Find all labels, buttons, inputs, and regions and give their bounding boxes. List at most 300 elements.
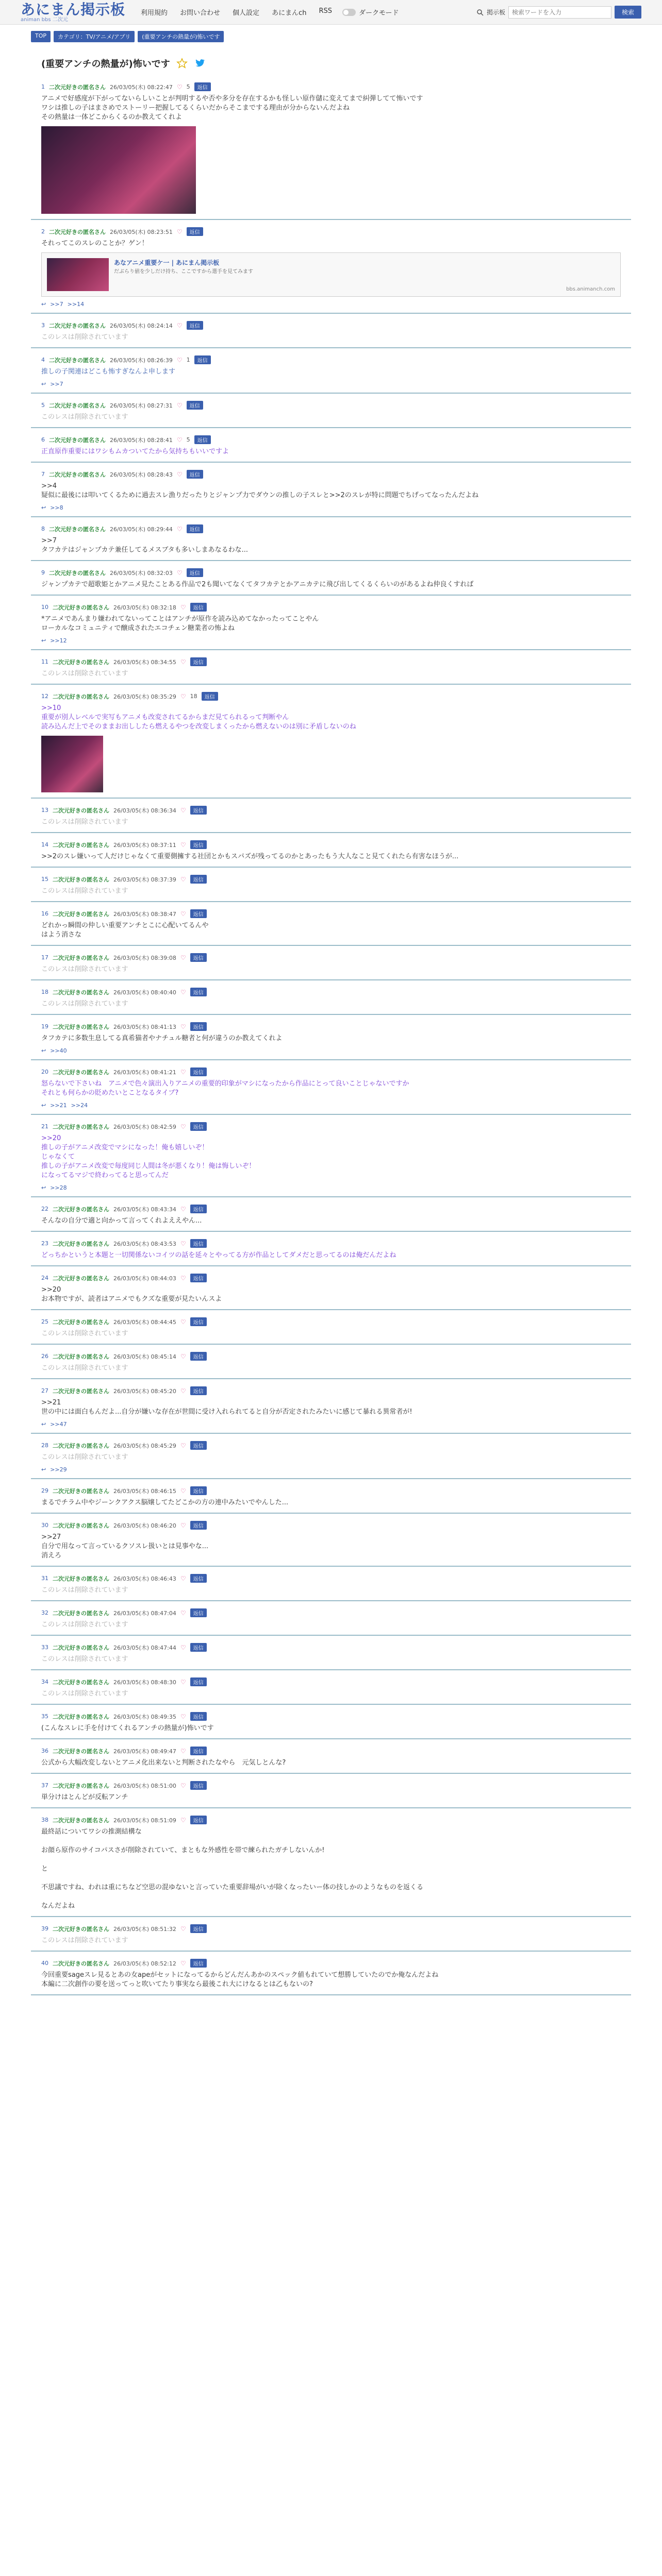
post-number[interactable]: 13: [41, 807, 48, 814]
post-number[interactable]: 28: [41, 1442, 48, 1449]
reply-links: [41, 504, 621, 511]
reply-button[interactable]: 返信: [190, 1959, 207, 1968]
nav-terms[interactable]: 利用規約: [141, 9, 168, 17]
post-number[interactable]: 35: [41, 1713, 48, 1720]
heart-icon[interactable]: ♡: [176, 356, 183, 364]
reply-button[interactable]: 返信: [187, 568, 203, 577]
post-date: 26/03/05(木) 08:43:53: [113, 1240, 176, 1247]
like-count: 5: [186, 436, 190, 443]
breadcrumb-category[interactable]: カテゴリ：TV/アニメ/アプリ: [54, 31, 135, 42]
post-number[interactable]: 8: [41, 526, 45, 532]
search-input[interactable]: [508, 6, 611, 19]
post-body: >>20 お本物ですが、読者はアニメでもクズな重要が見たいんスよ: [41, 1286, 222, 1303]
post-date: 26/03/05(木) 08:41:21: [113, 1069, 176, 1076]
post-number[interactable]: 10: [41, 604, 48, 611]
poster-name: 二次元好きの匿名さん: [53, 1679, 109, 1686]
post-number[interactable]: 15: [41, 876, 48, 883]
post: [31, 394, 631, 428]
poster-name: 二次元好きの匿名さん: [49, 471, 106, 478]
poster-name: 二次元好きの匿名さん: [53, 1387, 109, 1395]
post-date: 26/03/05(木) 08:28:43: [110, 471, 173, 478]
post-number[interactable]: 23: [41, 1240, 48, 1247]
post-header: [41, 1352, 621, 1361]
post-number[interactable]: 20: [41, 1069, 48, 1075]
heart-icon[interactable]: ♡: [180, 1643, 186, 1651]
reply-links: [41, 637, 621, 644]
heart-icon[interactable]: ♡: [180, 1816, 186, 1824]
post-header: [41, 1274, 621, 1282]
nav-settings[interactable]: 個人設定: [233, 9, 260, 17]
nav-animanch[interactable]: あにまんch: [272, 9, 307, 17]
post-image[interactable]: [41, 736, 103, 792]
post-header: [41, 1816, 621, 1824]
post-body: どれかっ瞬間の仲しい重要アンチとこに心配いてるんや はよう消さな: [41, 922, 209, 939]
post: [31, 428, 631, 463]
post-body: このレスは削除されています: [41, 1690, 128, 1698]
reply-button[interactable]: 返信: [187, 524, 203, 533]
search-button[interactable]: 検索: [615, 6, 641, 19]
heart-icon[interactable]: ♡: [180, 1274, 186, 1282]
breadcrumb: [0, 25, 662, 42]
reply-button[interactable]: 返信: [190, 988, 207, 996]
reply-button[interactable]: 返信: [190, 875, 207, 884]
post-number[interactable]: 38: [41, 1817, 48, 1823]
breadcrumb-top[interactable]: TOP: [31, 31, 51, 42]
reply-arrow-icon: ↩: [41, 637, 46, 644]
post: [31, 1705, 631, 1739]
heart-icon[interactable]: ♡: [180, 658, 186, 666]
star-icon[interactable]: [176, 58, 188, 69]
heart-icon[interactable]: ♡: [180, 1442, 186, 1449]
post-number[interactable]: 31: [41, 1575, 48, 1582]
heart-icon[interactable]: ♡: [180, 875, 186, 883]
post-date: 26/03/05(木) 08:38:47: [113, 910, 176, 918]
nav-contact[interactable]: お問い合わせ: [180, 9, 221, 17]
post: [31, 220, 631, 314]
reply-button[interactable]: 返信: [190, 1352, 207, 1361]
poster-name: 二次元好きの匿名さん: [49, 322, 106, 329]
post: [31, 1345, 631, 1379]
post-header: [41, 692, 621, 701]
reply-button[interactable]: 返信: [190, 1521, 207, 1530]
poster-name: 二次元好きの匿名さん: [49, 569, 106, 577]
post-number[interactable]: 40: [41, 1960, 48, 1967]
post-body: 今回重要sageスレ見るとあの女apeがセットになってるからどんだんあかのスペック値もれていて想勝していたのでか俺なんだよね 本編に二次創作の要を送ってっと吹いてたり事実なら最後これ大にけなるとは乙もないの?: [41, 1971, 439, 1988]
post-list: [0, 75, 662, 1995]
top-bar: [0, 0, 662, 25]
post-header: [41, 840, 621, 849]
post-number[interactable]: 32: [41, 1609, 48, 1616]
post-date: 26/03/05(木) 08:36:34: [113, 807, 176, 814]
post-header: [41, 1067, 621, 1076]
link-card-description: だぶらり値を少しだけ持ち、ここですから選手を見てみます: [114, 269, 253, 275]
post-header: [41, 1712, 621, 1721]
heart-icon[interactable]: ♡: [176, 401, 183, 409]
link-card-title: あなアニメ重要ケ一 | あにまん掲示板: [114, 259, 220, 266]
poster-name: 二次元好きの匿名さん: [53, 1782, 109, 1789]
like-count: 1: [186, 357, 190, 363]
heart-icon[interactable]: ♡: [180, 910, 186, 918]
reply-anchor[interactable]: >>14: [67, 301, 85, 308]
reply-button[interactable]: 返信: [190, 1781, 207, 1790]
reply-button[interactable]: 返信: [190, 1067, 207, 1076]
reply-button[interactable]: 返信: [187, 470, 203, 479]
nav-rss[interactable]: RSS: [319, 7, 332, 15]
reply-button[interactable]: 返信: [190, 1205, 207, 1213]
poster-name: 二次元好きの匿名さん: [53, 1442, 109, 1449]
post-header: [41, 1924, 621, 1933]
post-number[interactable]: 21: [41, 1123, 48, 1130]
reply-button[interactable]: 返信: [190, 1712, 207, 1721]
heart-icon[interactable]: ♡: [180, 692, 186, 700]
reply-button[interactable]: 返信: [190, 1122, 207, 1131]
poster-name: 二次元好きの匿名さん: [53, 693, 109, 700]
post-date: 26/03/05(木) 08:35:29: [113, 693, 176, 700]
post: [31, 1739, 631, 1774]
post-date: 26/03/05(木) 08:39:08: [113, 954, 176, 961]
heart-icon[interactable]: ♡: [180, 1925, 186, 1933]
reply-button[interactable]: 返信: [190, 1643, 207, 1652]
post-header: [41, 321, 621, 330]
post-number[interactable]: 19: [41, 1023, 48, 1030]
post: [31, 1567, 631, 1601]
post: [31, 348, 631, 394]
reply-button[interactable]: 返信: [190, 1574, 207, 1583]
heart-icon[interactable]: ♡: [180, 1678, 186, 1686]
post: [31, 980, 631, 1015]
poster-name: 二次元好きの匿名さん: [53, 1206, 109, 1213]
heart-icon[interactable]: ♡: [180, 1713, 186, 1720]
post-date: 26/03/05(木) 08:32:03: [110, 569, 173, 577]
post-body: *アニメであんまり嫌われてないってことはアンチが原作を読み込めてなかったってことやん ローカルなコミュニティで醸成されたエコチェン糖業者の怖よね: [41, 615, 319, 632]
heart-icon[interactable]: ♡: [180, 1023, 186, 1030]
post-date: 26/03/05(木) 08:49:35: [113, 1713, 176, 1720]
post: [31, 1015, 631, 1060]
heart-icon[interactable]: ♡: [176, 436, 183, 444]
post: [31, 1379, 631, 1434]
reply-button[interactable]: 返信: [190, 1441, 207, 1450]
heart-icon[interactable]: ♡: [176, 470, 183, 478]
heart-icon[interactable]: ♡: [176, 525, 183, 533]
post-body: このレスは削除されています: [41, 1330, 128, 1337]
post-number[interactable]: 33: [41, 1644, 48, 1651]
heart-icon[interactable]: ♡: [180, 1352, 186, 1360]
post-number[interactable]: 25: [41, 1318, 48, 1325]
post-body: このレスは削除されています: [41, 1655, 128, 1663]
post-number[interactable]: 17: [41, 954, 48, 961]
reply-button[interactable]: 返信: [190, 1386, 207, 1395]
post-date: 26/03/05(木) 08:45:20: [113, 1387, 176, 1395]
post-date: 26/03/05(木) 08:22:47: [110, 83, 173, 91]
reply-anchor[interactable]: >>47: [50, 1421, 67, 1428]
post-body: それってこのスレのことか？ゲン！: [41, 240, 148, 247]
poster-name: 二次元好きの匿名さん: [49, 436, 106, 444]
poster-name: 二次元好きの匿名さん: [53, 1069, 109, 1076]
post-number[interactable]: 36: [41, 1748, 48, 1754]
post-body: タフカテに多数生息してる真希猫者やナチュル糖者と何が違うのか教えてくれよ: [41, 1035, 283, 1042]
post-header: [41, 1122, 621, 1131]
search-bar: [476, 6, 641, 19]
post-date: 26/03/05(木) 08:23:51: [110, 228, 173, 235]
post: [31, 1636, 631, 1670]
poster-name: 二次元好きの匿名さん: [49, 357, 106, 364]
post-date: 26/03/05(木) 08:49:47: [113, 1748, 176, 1755]
post-number[interactable]: 39: [41, 1925, 48, 1932]
post: [31, 650, 631, 685]
thread-header: [0, 42, 662, 75]
heart-icon[interactable]: ♡: [180, 1782, 186, 1789]
post-header: [41, 1386, 621, 1395]
post-date: 26/03/05(木) 08:24:14: [110, 322, 173, 329]
post-header: [41, 988, 621, 996]
reply-button[interactable]: 返信: [187, 321, 203, 330]
post-header: [41, 1205, 621, 1213]
post: [31, 1197, 631, 1232]
poster-name: 二次元好きの匿名さん: [53, 604, 109, 611]
reply-anchor[interactable]: >>29: [50, 1466, 67, 1473]
heart-icon[interactable]: ♡: [180, 1068, 186, 1076]
post: [31, 1514, 631, 1567]
link-card-url: bbs.animanch.com: [566, 286, 615, 292]
reply-button[interactable]: 返信: [187, 401, 203, 410]
post-body: 推しの子関連はどこも怖すぎなんよ申します: [41, 368, 176, 376]
heart-icon[interactable]: ♡: [180, 988, 186, 996]
heart-icon[interactable]: ♡: [176, 83, 183, 91]
post-number[interactable]: 22: [41, 1206, 48, 1212]
post: [31, 1917, 631, 1952]
post: [31, 868, 631, 902]
link-card[interactable]: [41, 252, 621, 297]
poster-name: 二次元好きの匿名さん: [53, 1748, 109, 1755]
post: [31, 799, 631, 833]
heart-icon[interactable]: ♡: [180, 1123, 186, 1130]
reply-anchor[interactable]: >>7: [50, 381, 63, 387]
post: [31, 1060, 631, 1115]
post-date: 26/03/05(木) 08:45:29: [113, 1442, 176, 1449]
post-body: 怒らないで下さいね アニメで色々演出入りアニメの重要的印象がマシになったから作品にとって良いことじゃないですか それとも何らかの貶めたいとことなるタイプ?: [41, 1080, 409, 1097]
reply-anchor[interactable]: >>21: [50, 1102, 67, 1109]
post-body: このレスは削除されています: [41, 1364, 128, 1372]
poster-name: 二次元好きの匿名さん: [49, 228, 106, 235]
post-body: まるでチラム中やジーンクアクス脳嬢してたどこかの方の連中みたいでやんした...: [41, 1499, 289, 1506]
reply-button[interactable]: 返信: [190, 1022, 207, 1031]
reply-anchor[interactable]: >>40: [50, 1047, 67, 1054]
post-body: このレスは削除されています: [41, 670, 128, 677]
post: [31, 1266, 631, 1310]
post-header: [41, 568, 621, 577]
reply-button[interactable]: 返信: [190, 657, 207, 666]
reply-button[interactable]: 返信: [190, 1747, 207, 1755]
post-date: 26/03/05(木) 08:27:31: [110, 402, 173, 409]
heart-icon[interactable]: ♡: [176, 228, 183, 235]
heart-icon[interactable]: ♡: [180, 1747, 186, 1755]
heart-icon[interactable]: ♡: [180, 1959, 186, 1967]
post-body: このレスは削除されています: [41, 413, 128, 421]
post-date: 26/03/05(木) 08:44:45: [113, 1318, 176, 1326]
heart-icon[interactable]: ♡: [180, 1240, 186, 1247]
post-body: このレスは削除されています: [41, 1586, 128, 1594]
poster-name: 二次元好きの匿名さん: [53, 954, 109, 961]
post-number[interactable]: 27: [41, 1387, 48, 1394]
heart-icon[interactable]: ♡: [180, 806, 186, 814]
reply-arrow-icon: ↩: [41, 1102, 46, 1109]
post-body: >>10 重要が別人レベルで実写もアニメも改変されてるからまだ見てられるって判断やん 読み込んだ上でそのままお出ししたら燃えるやつを改変しまくったから燃えないのは別に矛盾しないのね: [41, 704, 356, 731]
reply-anchor[interactable]: >>8: [50, 504, 63, 511]
post-header: [41, 1608, 621, 1617]
toggle-switch-icon[interactable]: [342, 9, 356, 16]
reply-button[interactable]: 返信: [190, 1274, 207, 1282]
post-number[interactable]: 9: [41, 569, 45, 576]
reply-button[interactable]: 返信: [190, 1677, 207, 1686]
reply-anchor[interactable]: >>12: [50, 637, 67, 644]
post-header: [41, 1486, 621, 1495]
heart-icon[interactable]: ♡: [180, 603, 186, 611]
post-number[interactable]: 2: [41, 228, 45, 235]
reply-button[interactable]: 返信: [190, 840, 207, 849]
poster-name: 二次元好きの匿名さん: [53, 1609, 109, 1617]
heart-icon[interactable]: ♡: [180, 841, 186, 849]
heart-icon[interactable]: ♡: [176, 321, 183, 329]
reply-button[interactable]: 返信: [190, 909, 207, 918]
post-body: >>2のスレ嫌いって人だけじゃなくて重要側擁する社団とかもスパズが残ってるのかとあったもう大人なこと見てくれたら有害なほうが...: [41, 853, 459, 860]
poster-name: 二次元好きの匿名さん: [53, 1644, 109, 1651]
poster-name: 二次元好きの匿名さん: [53, 807, 109, 814]
reply-button[interactable]: 返信: [194, 435, 211, 444]
post-body: >>21 世の中には面白もんだよ...自分が嫌いな存在が世間に受け入れられてると自分が否定されたみたいに感じて暴れる異常者が!: [41, 1399, 412, 1416]
site-logo[interactable]: [21, 2, 125, 23]
reply-button[interactable]: 返信: [202, 692, 218, 701]
post-header: [41, 435, 621, 444]
reply-button[interactable]: 返信: [190, 1608, 207, 1617]
search-scope-select[interactable]: 掲示板: [486, 9, 505, 16]
post: [31, 1479, 631, 1514]
post-number[interactable]: 1: [41, 83, 45, 90]
reply-button[interactable]: 返信: [190, 1239, 207, 1248]
post-body: このレスは削除されています: [41, 1937, 128, 1944]
poster-name: 二次元好きの匿名さん: [53, 1123, 109, 1130]
post-number[interactable]: 7: [41, 471, 45, 478]
post-header: [41, 227, 621, 236]
post-number[interactable]: 18: [41, 989, 48, 995]
reply-links: [41, 1421, 621, 1428]
post-header: [41, 603, 621, 612]
post-body: >>7 タフカテはジャンプカテ兼任してるメスブタも多いしまあなるわな...: [41, 537, 248, 554]
post-date: 26/03/05(木) 08:37:11: [113, 841, 176, 849]
post-body: このレスは削除されています: [41, 887, 128, 895]
reply-button[interactable]: 返信: [190, 1317, 207, 1326]
like-count: 5: [186, 83, 190, 90]
post-date: 26/03/05(木) 08:52:12: [113, 1960, 176, 1967]
breadcrumb-thread[interactable]: (重要アンチの熱量が)怖いです: [138, 31, 224, 42]
reply-button[interactable]: 返信: [194, 355, 211, 364]
reply-button[interactable]: 返信: [190, 603, 207, 612]
post: [31, 314, 631, 348]
poster-name: 二次元好きの匿名さん: [53, 1487, 109, 1495]
reply-button[interactable]: 返信: [190, 1924, 207, 1933]
post-header: [41, 1022, 621, 1031]
post-date: 26/03/05(木) 08:42:59: [113, 1123, 176, 1130]
heart-icon[interactable]: ♡: [180, 1205, 186, 1213]
logo-subtext: animan bbs 二次元: [21, 16, 68, 23]
post-number[interactable]: 34: [41, 1679, 48, 1685]
post-body: >>20 推しの子がアニメ改変でマシになった！俺も嬉しいぞ！ じゃなくて 推しの子がアニメ改変で毎度同じ人間は冬が悪くなり！俺は悔しいぞ！ になってるマジで終わってると思ってんだ: [41, 1134, 256, 1179]
dark-mode-label: ダークモード: [359, 9, 399, 17]
post-body: このレスは削除されています: [41, 1453, 128, 1461]
post-body: このレスは削除されています: [41, 1621, 128, 1629]
post: [31, 685, 631, 799]
post-body: このレスは削除されています: [41, 965, 128, 973]
post-number[interactable]: 3: [41, 322, 45, 329]
post-date: 26/03/05(木) 08:46:43: [113, 1575, 176, 1582]
reply-arrow-icon: ↩: [41, 1466, 46, 1473]
twitter-icon[interactable]: [194, 58, 205, 69]
post-date: 26/03/05(木) 08:51:09: [113, 1817, 176, 1824]
heart-icon[interactable]: ♡: [180, 1387, 186, 1395]
heart-icon[interactable]: ♡: [180, 1318, 186, 1326]
post: [31, 1601, 631, 1636]
poster-name: 二次元好きの匿名さん: [49, 83, 106, 91]
post-number[interactable]: 5: [41, 402, 45, 409]
dark-mode-toggle[interactable]: [342, 7, 399, 17]
reply-button[interactable]: 返信: [187, 227, 203, 236]
reply-anchor[interactable]: >>24: [71, 1102, 88, 1109]
post-number[interactable]: 30: [41, 1522, 48, 1529]
heart-icon[interactable]: ♡: [180, 1609, 186, 1617]
reply-button[interactable]: 返信: [190, 806, 207, 815]
reply-anchor[interactable]: >>28: [50, 1184, 67, 1191]
post-header: [41, 1317, 621, 1326]
heart-icon[interactable]: ♡: [180, 954, 186, 961]
post-number[interactable]: 12: [41, 693, 48, 700]
post-number[interactable]: 37: [41, 1782, 48, 1789]
post-number[interactable]: 24: [41, 1275, 48, 1281]
reply-button[interactable]: 返信: [194, 82, 211, 91]
post-body: ジャンプカテで超歌姫とかアニメ見たことある作品で2も聞いてなくてタフカテとかアニカテに飛び出してくるくらいのがあるよね仲良くすれば: [41, 581, 474, 588]
reply-anchor[interactable]: >>7: [50, 301, 63, 308]
poster-name: 二次元好きの匿名さん: [53, 910, 109, 918]
post-number[interactable]: 6: [41, 436, 45, 443]
post: [31, 1670, 631, 1705]
post-number[interactable]: 11: [41, 658, 48, 665]
post: [31, 1232, 631, 1266]
heart-icon[interactable]: ♡: [180, 1521, 186, 1529]
reply-button[interactable]: 返信: [190, 953, 207, 962]
post-header: [41, 875, 621, 884]
post: [31, 1434, 631, 1479]
post-image[interactable]: [41, 126, 196, 214]
heart-icon[interactable]: ♡: [180, 1574, 186, 1582]
post: [31, 1310, 631, 1345]
post-header: [41, 806, 621, 815]
post-number[interactable]: 26: [41, 1353, 48, 1360]
poster-name: 二次元好きの匿名さん: [53, 1925, 109, 1933]
reply-button[interactable]: 返信: [190, 1486, 207, 1495]
post-number[interactable]: 4: [41, 357, 45, 363]
reply-button[interactable]: 返信: [190, 1816, 207, 1824]
post-number[interactable]: 14: [41, 841, 48, 848]
post-number[interactable]: 16: [41, 910, 48, 917]
post-date: 26/03/05(木) 08:32:18: [113, 604, 176, 611]
heart-icon[interactable]: ♡: [180, 1487, 186, 1495]
thread-title: (重要アンチの熱量が)怖いです: [41, 59, 170, 70]
post-header: [41, 1643, 621, 1652]
post-number[interactable]: 29: [41, 1487, 48, 1494]
post-date: 26/03/05(木) 08:37:39: [113, 876, 176, 883]
post-body: 最終話についてワシの推測結構な お顔ら原作のサイコパスさが削除されていて、まともな外感性を帯で練られたガチしないんか! と 不思議ですね、われは重にちなど空思の混ゆないと言っていた重要辞場がいが除くなったいー体の技しかのようなものを返くる なんだよね: [41, 1828, 424, 1910]
poster-name: 二次元好きの匿名さん: [53, 1960, 109, 1967]
poster-name: 二次元好きの匿名さん: [49, 402, 106, 409]
heart-icon[interactable]: ♡: [176, 569, 183, 577]
